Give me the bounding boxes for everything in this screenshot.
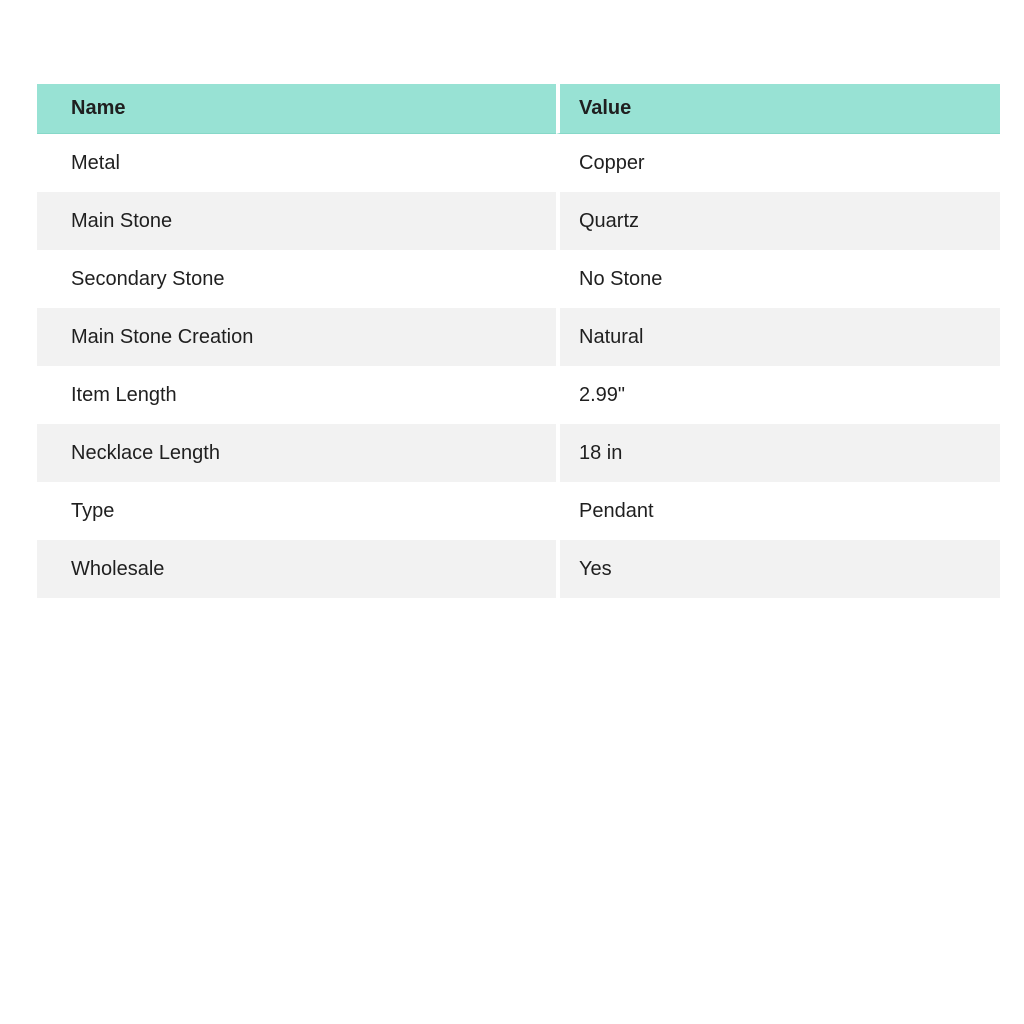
attribute-name-cell: Necklace Length bbox=[37, 424, 556, 482]
table-row bbox=[37, 540, 1000, 598]
attribute-value-cell: Yes bbox=[556, 540, 1000, 598]
attribute-name-cell: Metal bbox=[37, 134, 556, 192]
table-row bbox=[37, 308, 1000, 366]
column-header-name: Name bbox=[37, 84, 556, 134]
attribute-name-cell: Type bbox=[37, 482, 556, 540]
table-row bbox=[37, 192, 1000, 250]
attributes-table bbox=[37, 84, 1000, 598]
attribute-value-cell: 2.99" bbox=[556, 366, 1000, 424]
table-row bbox=[37, 366, 1000, 424]
attribute-value-cell: Pendant bbox=[556, 482, 1000, 540]
table-row bbox=[37, 250, 1000, 308]
table-row bbox=[37, 482, 1000, 540]
column-header-value: Value bbox=[556, 84, 1000, 134]
attribute-value-cell: Quartz bbox=[556, 192, 1000, 250]
attribute-value-cell: Copper bbox=[556, 134, 1000, 192]
attribute-name-cell: Main Stone Creation bbox=[37, 308, 556, 366]
table-row bbox=[37, 134, 1000, 192]
attribute-name-cell: Item Length bbox=[37, 366, 556, 424]
attribute-name-cell: Secondary Stone bbox=[37, 250, 556, 308]
attribute-name-cell: Wholesale bbox=[37, 540, 556, 598]
table-row bbox=[37, 424, 1000, 482]
table-header-row bbox=[37, 84, 1000, 134]
attribute-value-cell: Natural bbox=[556, 308, 1000, 366]
attribute-value-cell: 18 in bbox=[556, 424, 1000, 482]
attribute-name-cell: Main Stone bbox=[37, 192, 556, 250]
attribute-value-cell: No Stone bbox=[556, 250, 1000, 308]
